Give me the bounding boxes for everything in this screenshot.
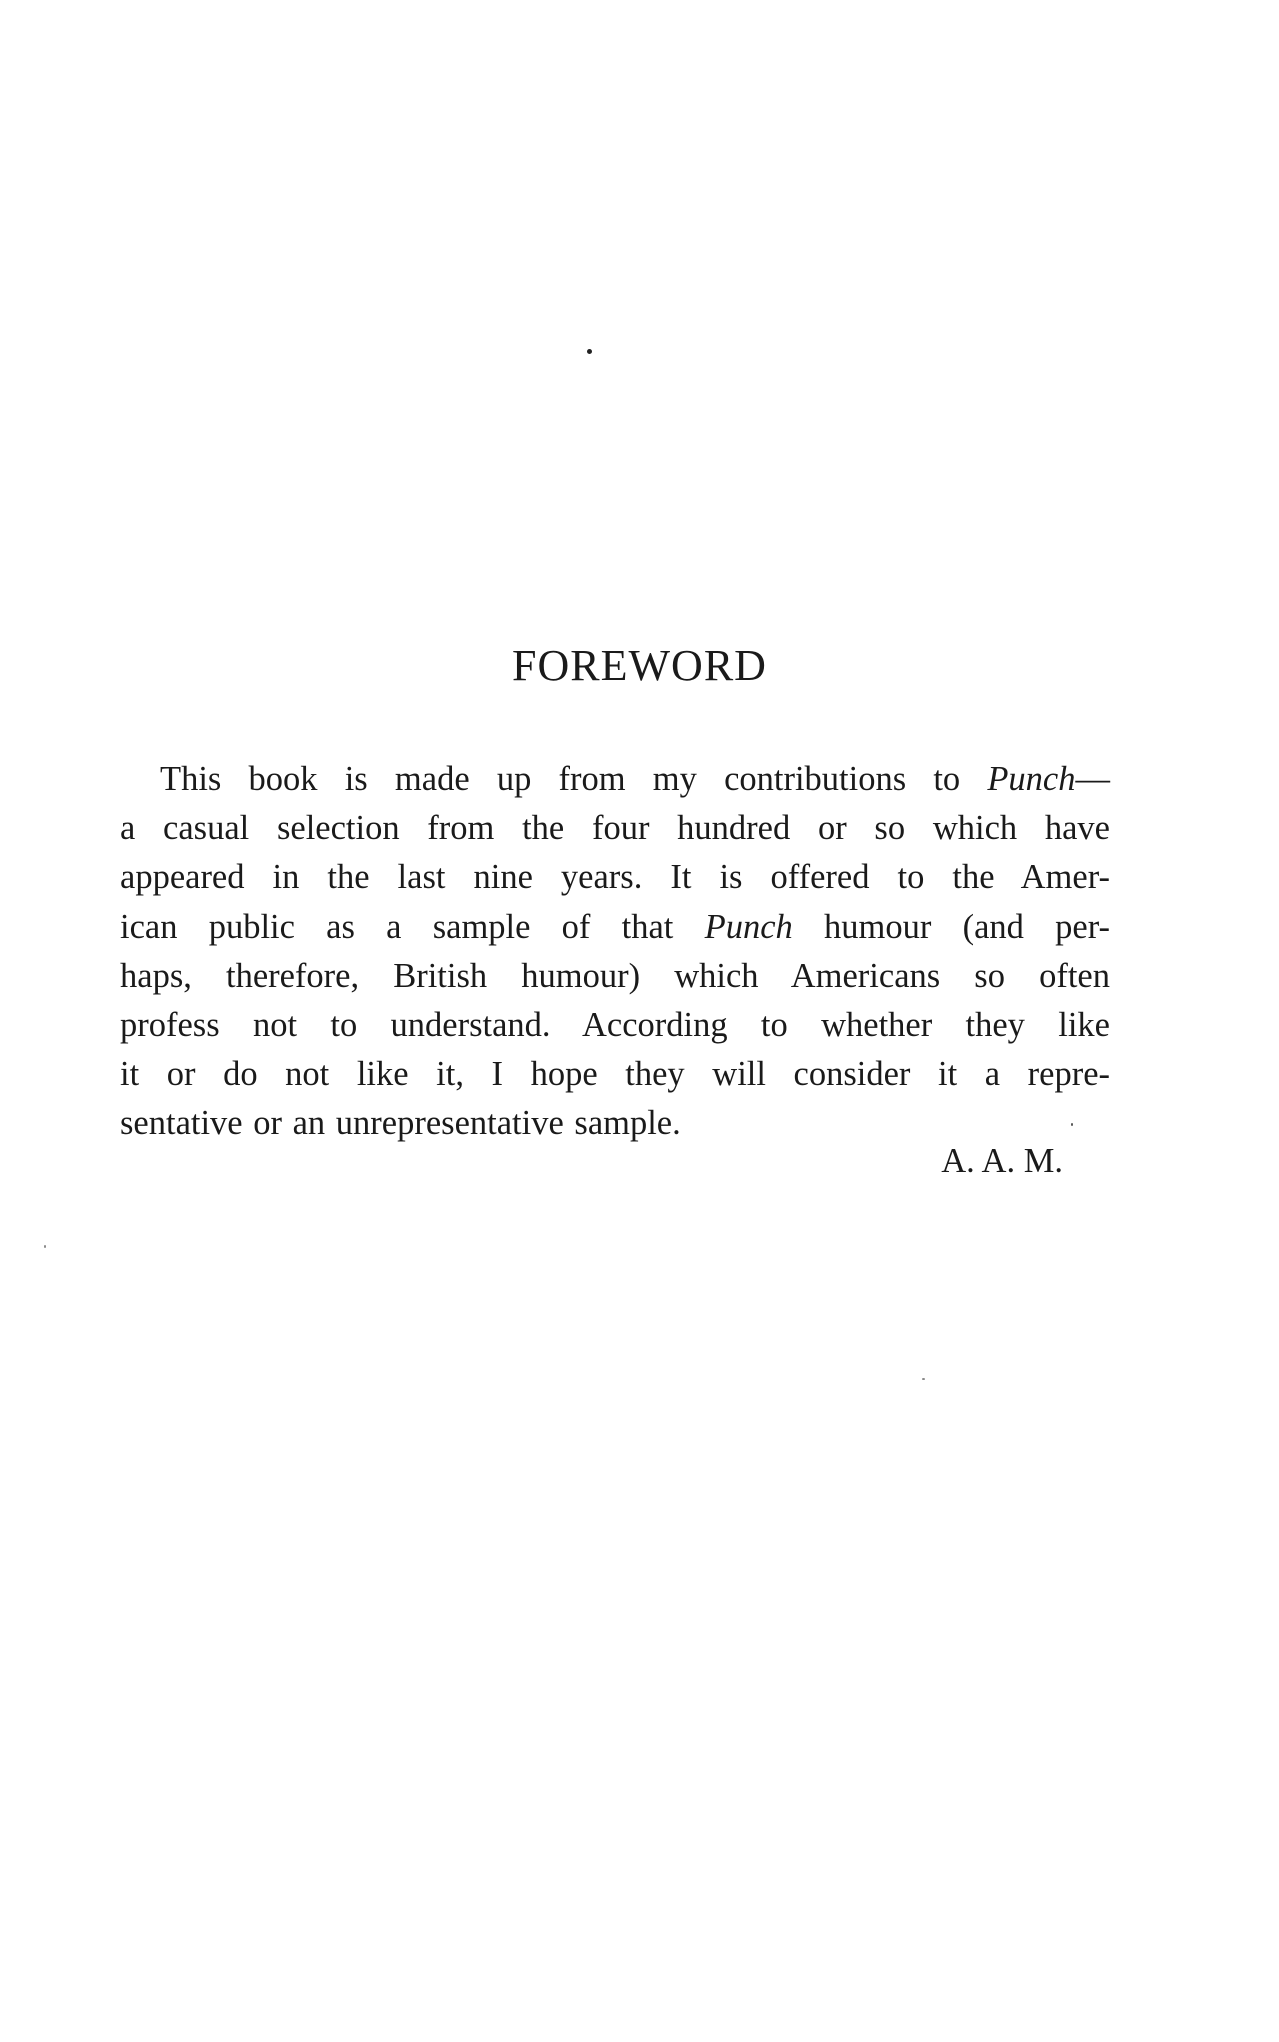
- page-title: FOREWORD: [512, 641, 767, 690]
- text-line: haps, therefore, British humour) which Americans so often: [120, 956, 1110, 995]
- foreword-paragraph: [120, 755, 1110, 1149]
- ink-speck: [922, 1378, 925, 1380]
- signature: A. A. M.: [941, 1142, 1063, 1180]
- ink-speck: [44, 1245, 46, 1248]
- text-line: ican public as a sample of that Punch humour (and per-: [120, 907, 1110, 946]
- text-line: profess not to understand. According to whether they like: [120, 1006, 1110, 1045]
- text-line: sentative or an unrepresentative sample.: [120, 1104, 681, 1143]
- text-line: a casual selection from the four hundred or so which have: [120, 809, 1110, 848]
- ink-speck: [587, 349, 592, 354]
- text-line: This book is made up from my contributions to Punch—: [160, 760, 1110, 798]
- text-line: appeared in the last nine years. It is offered to the Amer-: [120, 858, 1110, 897]
- text-line: it or do not like it, I hope they will consider it a repre-: [120, 1055, 1110, 1094]
